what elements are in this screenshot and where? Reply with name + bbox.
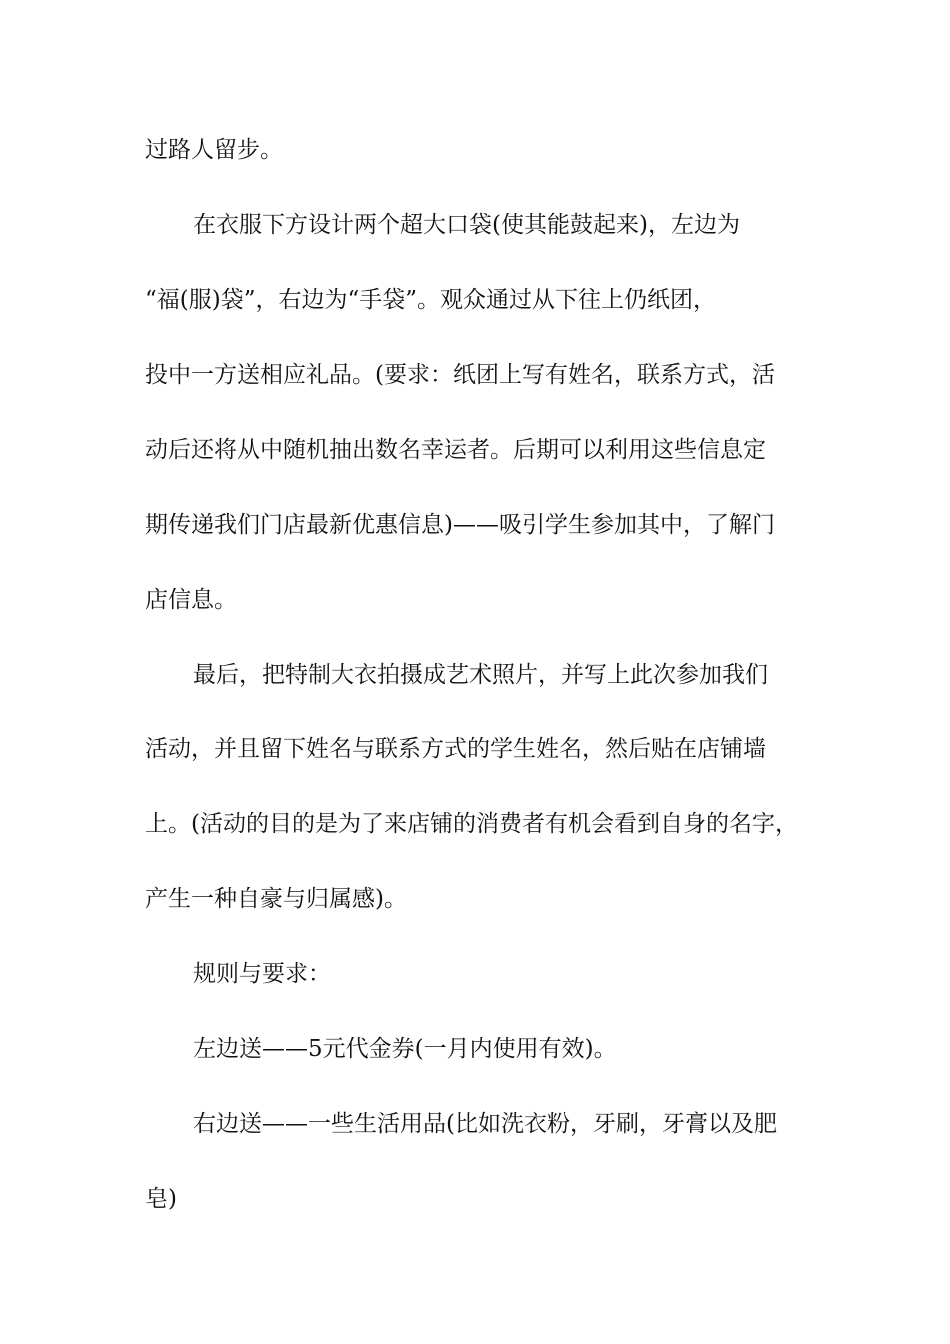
text-line: 产生一种自豪与归属感)。 (145, 886, 407, 912)
text-line: 期传递我们门店最新优惠信息)——吸引学生参加其中，了解门 (145, 512, 775, 538)
text-line: 上。(活动的目的是为了来店铺的消费者有机会看到自身的名字， (145, 811, 798, 837)
text-line: 投中一方送相应礼品。(要求：纸团上写有姓名，联系方式，活 (145, 362, 775, 388)
text-line: 最后，把特制大衣拍摄成艺术照片，并写上此次参加我们 (193, 662, 768, 688)
text-line: 店信息。 (145, 587, 237, 613)
text-line: 动后还将从中随机抽出数名幸运者。后期可以利用这些信息定 (145, 437, 766, 463)
text-line: 活动，并且留下姓名与联系方式的学生姓名，然后贴在店铺墙 (145, 736, 766, 762)
text-line: 皂) (145, 1186, 177, 1212)
text-line: “福(服)袋”，右边为“手袋”。观众通过从下往上仍纸团， (145, 287, 716, 313)
text-line: 过路人留步。 (145, 137, 283, 163)
text-line: 在衣服下方设计两个超大口袋(使其能鼓起来)，左边为 (193, 212, 740, 238)
text-line: 规则与要求： (193, 961, 331, 987)
text-line: 右边送——一些生活用品(比如洗衣粉，牙刷，牙膏以及肥 (193, 1111, 777, 1137)
text-line: 左边送——5元代金券(一月内使用有效)。 (193, 1036, 617, 1062)
